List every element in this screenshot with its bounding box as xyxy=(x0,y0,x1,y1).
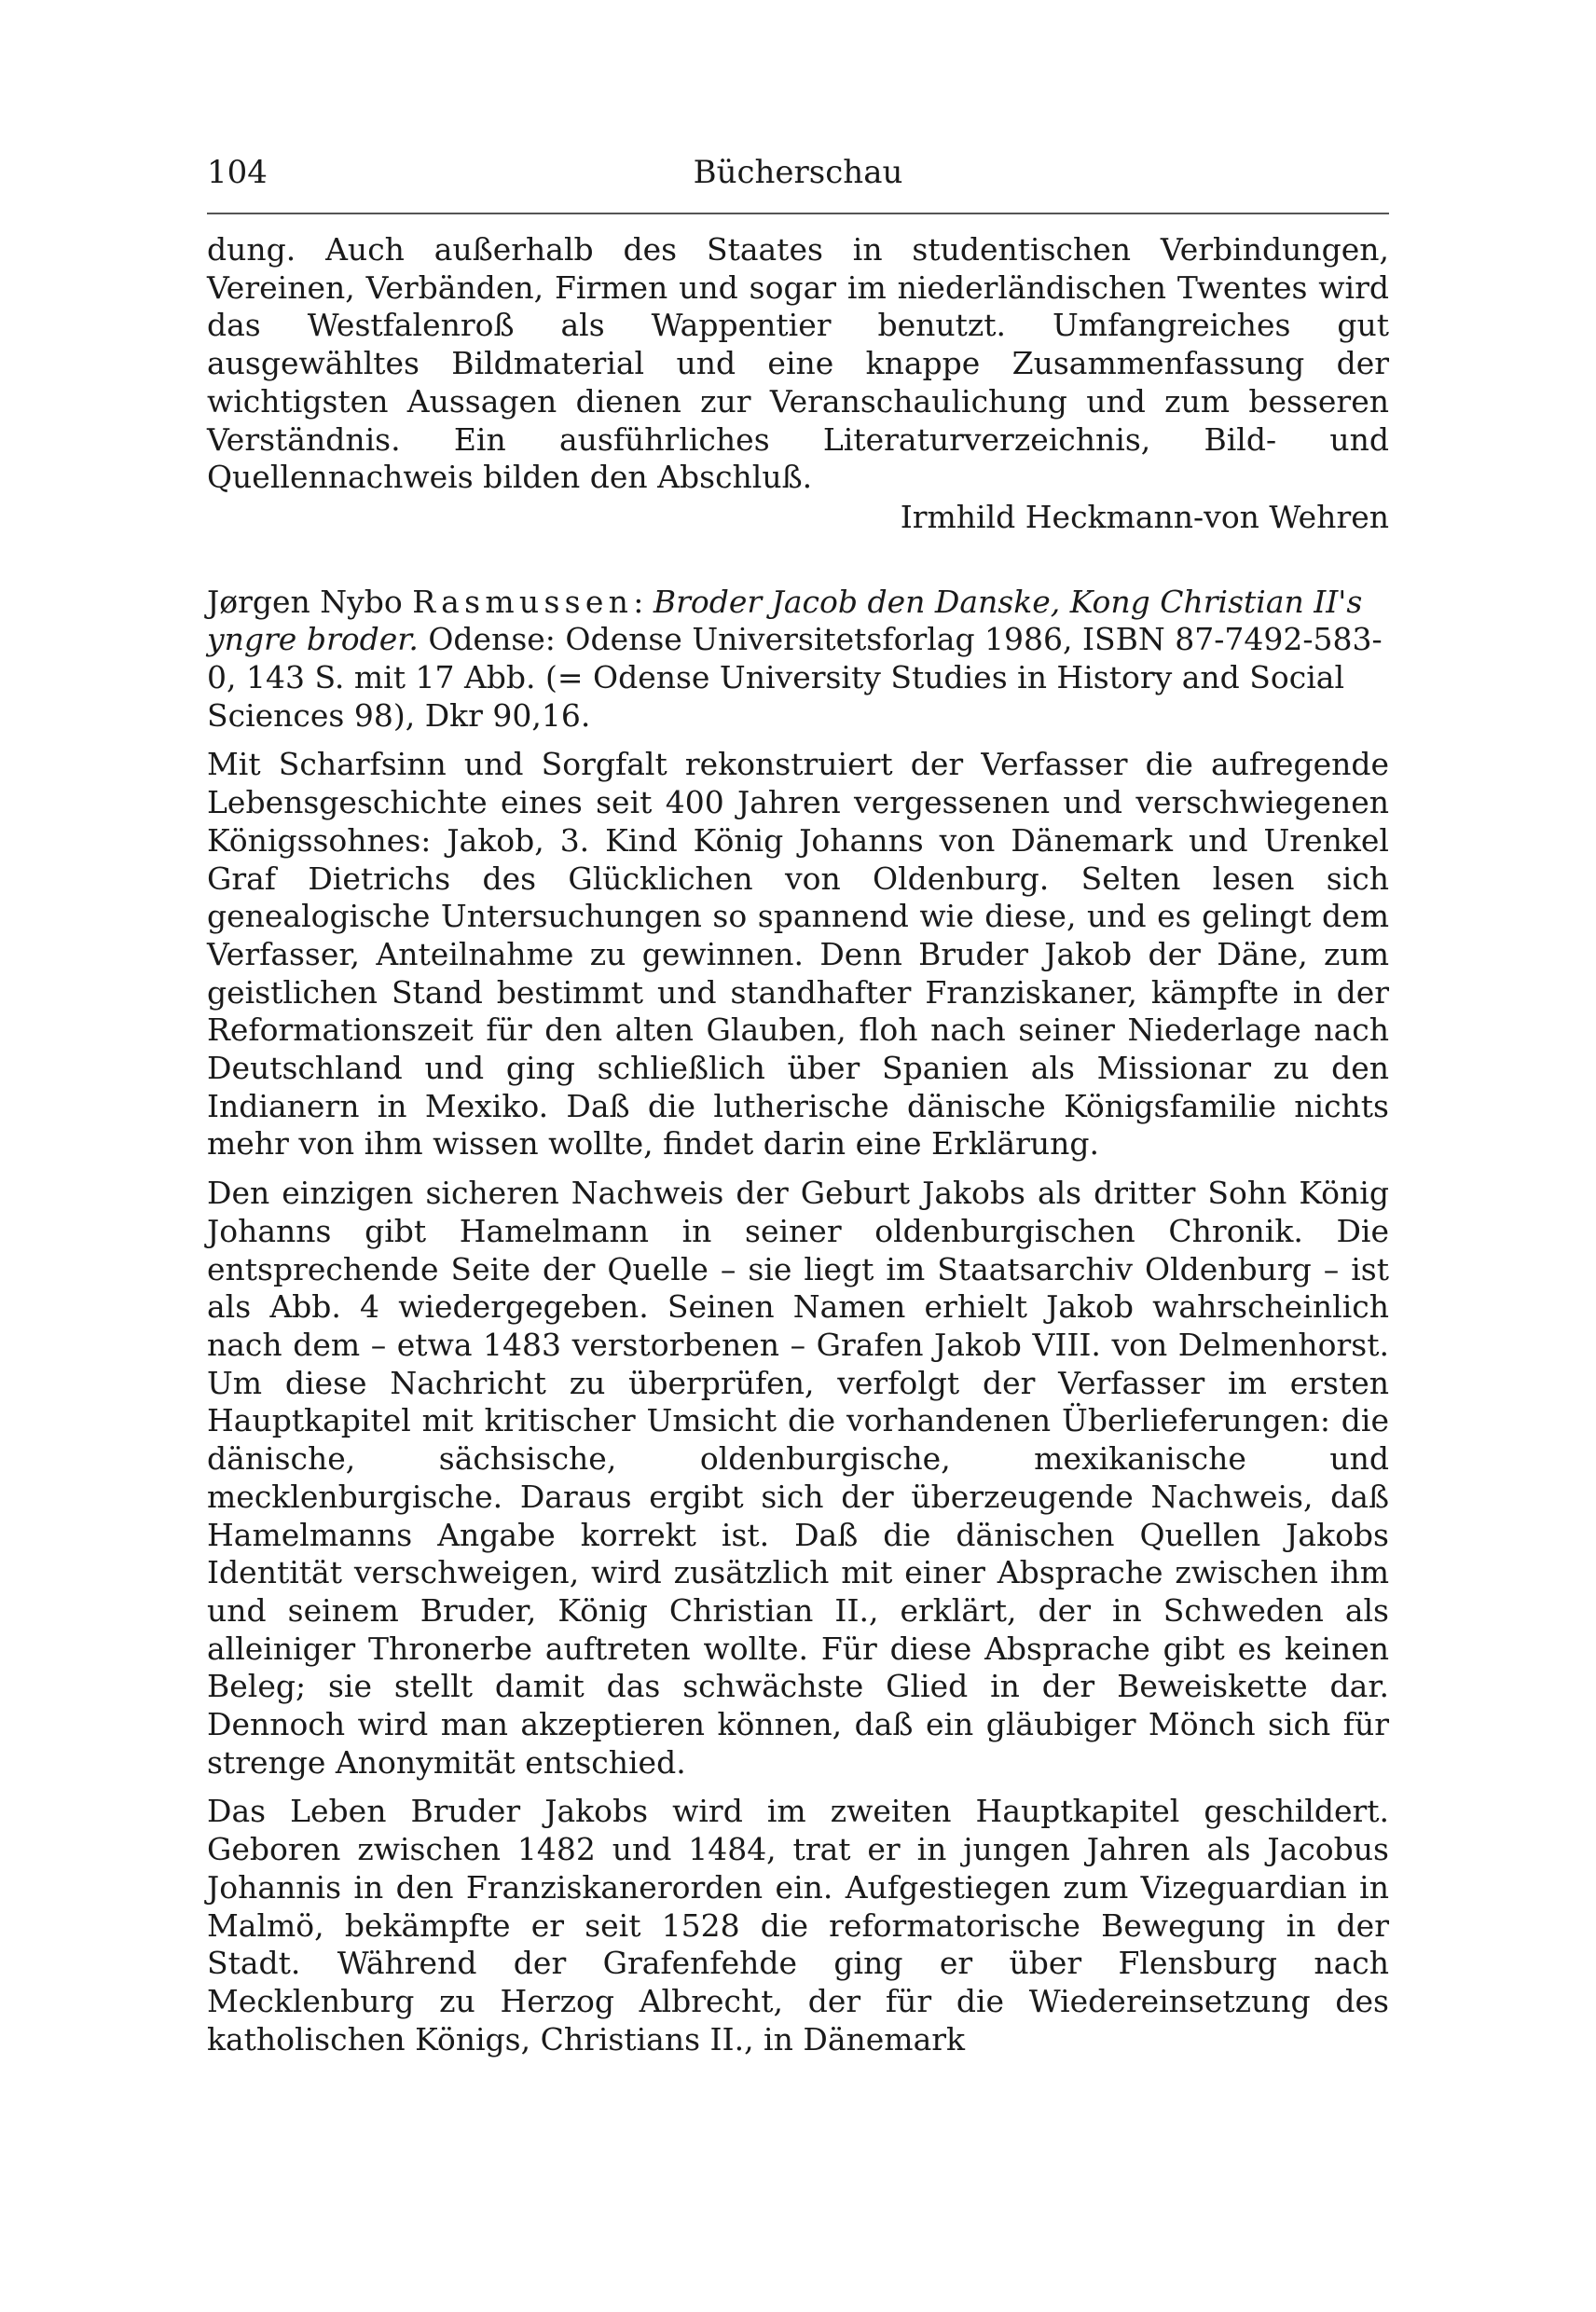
review-paragraph: Mit Scharfsinn und Sorgfalt rekonstruiert der Verfasser die aufregende Lebensgeschichte eines seit 400 Jahren vergessenen und verschwiegenen Königssohnes: Jakob, 3. Kind König Johanns von Dänemark und Urenkel Graf Dietrichs des Glücklichen von Oldenburg. Selten lesen sich genealogische Untersuchungen so spannend wie diese, und es gelingt dem Verfasser, Anteilnahme zu gewinnen. Denn Bruder Jakob der Däne, zum geistlichen Stand bestimmt und standhafter Franziskaner, kämpfte in der Reformationszeit für den alten Glauben, floh nach seiner Niederlage nach Deutschland und ging schließlich über Spanien als Missionar zu den Indianern in Mexiko. Daß die lutherische dänische Königsfamilie nichts mehr von ihm wissen wollte, findet darin eine Erklärung. xyxy=(207,746,1389,1163)
citation-title: Broder Jacob den Danske, Kong Christian II's yngre broder. xyxy=(207,583,1363,658)
running-title: Bücherschau xyxy=(693,154,903,191)
book-citation xyxy=(207,584,1389,736)
review-paragraph: Das Leben Bruder Jakobs wird im zweiten Hauptkapitel geschildert. Geboren zwischen 1482 und 1484, trat er in jungen Jahren als Jacobus Johannis in den Franziskanerorden ein. Aufgestiegen zum Vizeguardian in Malmö, bekämpfte er seit 1528 die reformatorische Bewegung in der Stadt. Während der Grafenfehde ging er über Flensburg nach Mecklenburg zu Herzog Albrecht, der für die Wiedereinsetzung des katholischen Königs, Christians II., in Dänemark xyxy=(207,1793,1389,2057)
citation-details: Odense: Odense Universitetsforlag 1986, ISBN 87-7492-583-0, 143 S. mit 17 Abb. (= Odense University Studies in History and Social Sciences 98), Dkr 90,16. xyxy=(207,621,1383,734)
citation-author-last: Rasmussen xyxy=(412,583,634,620)
citation-author-first: Jørgen Nybo xyxy=(207,583,413,620)
review-paragraph: Den einzigen sicheren Nachweis der Geburt Jakobs als dritter Sohn König Johanns gibt Hamelmann in seiner oldenburgischen Chronik. Die entsprechende Seite der Quelle – sie liegt im Staatsarchiv Oldenburg – ist als Abb. 4 wiedergegeben. Seinen Namen erhielt Jakob wahrscheinlich nach dem – etwa 1483 verstorbenen – Grafen Jakob VIII. von Delmenhorst. Um diese Nachricht zu überprüfen, verfolgt der Verfasser im ersten Hauptkapitel mit kritischer Umsicht die vorhandenen Überlieferungen: die dänische, sächsische, oldenburgische, mexikanische und mecklenburgische. Daraus ergibt sich der überzeugende Nachweis, daß Hamelmanns Angabe korrekt ist. Daß die dänischen Quellen Jakobs Identität verschweigen, wird zusätzlich mit einer Absprache zwischen ihm und seinem Bruder, König Christian II., erklärt, der in Schweden als alleiniger Thronerbe auftreten wollte. Für diese Absprache gibt es keinen Beleg; sie stellt damit das schwächste Glied in der Beweiskette dar. Dennoch wird man akzeptieren können, daß ein gläubiger Mönch sich für strenge Anonymität entschied. xyxy=(207,1175,1389,1781)
header-rule xyxy=(207,213,1389,214)
page-number: 104 xyxy=(207,154,268,191)
review-paragraph: dung. Auch außerhalb des Staates in studentischen Verbindungen, Vereinen, Verbänden, Firmen und sogar im niederländischen Twentes wird das Westfalenroß als Wappentier benutzt. Umfangreiches gut ausgewähltes Bildmaterial und eine knappe Zusammenfassung der wichtigsten Aussagen dienen zur Veranschaulichung und zum besseren Verständnis. Ein ausführliches Literaturverzeichnis, Bild- und Quellennachweis bilden den Abschluß. xyxy=(207,231,1389,496)
reviewer-signature: Irmhild Heckmann-von Wehren xyxy=(900,498,1389,535)
page-header xyxy=(207,149,1389,196)
citation-colon: : xyxy=(633,583,654,620)
page-body xyxy=(207,231,1389,2058)
